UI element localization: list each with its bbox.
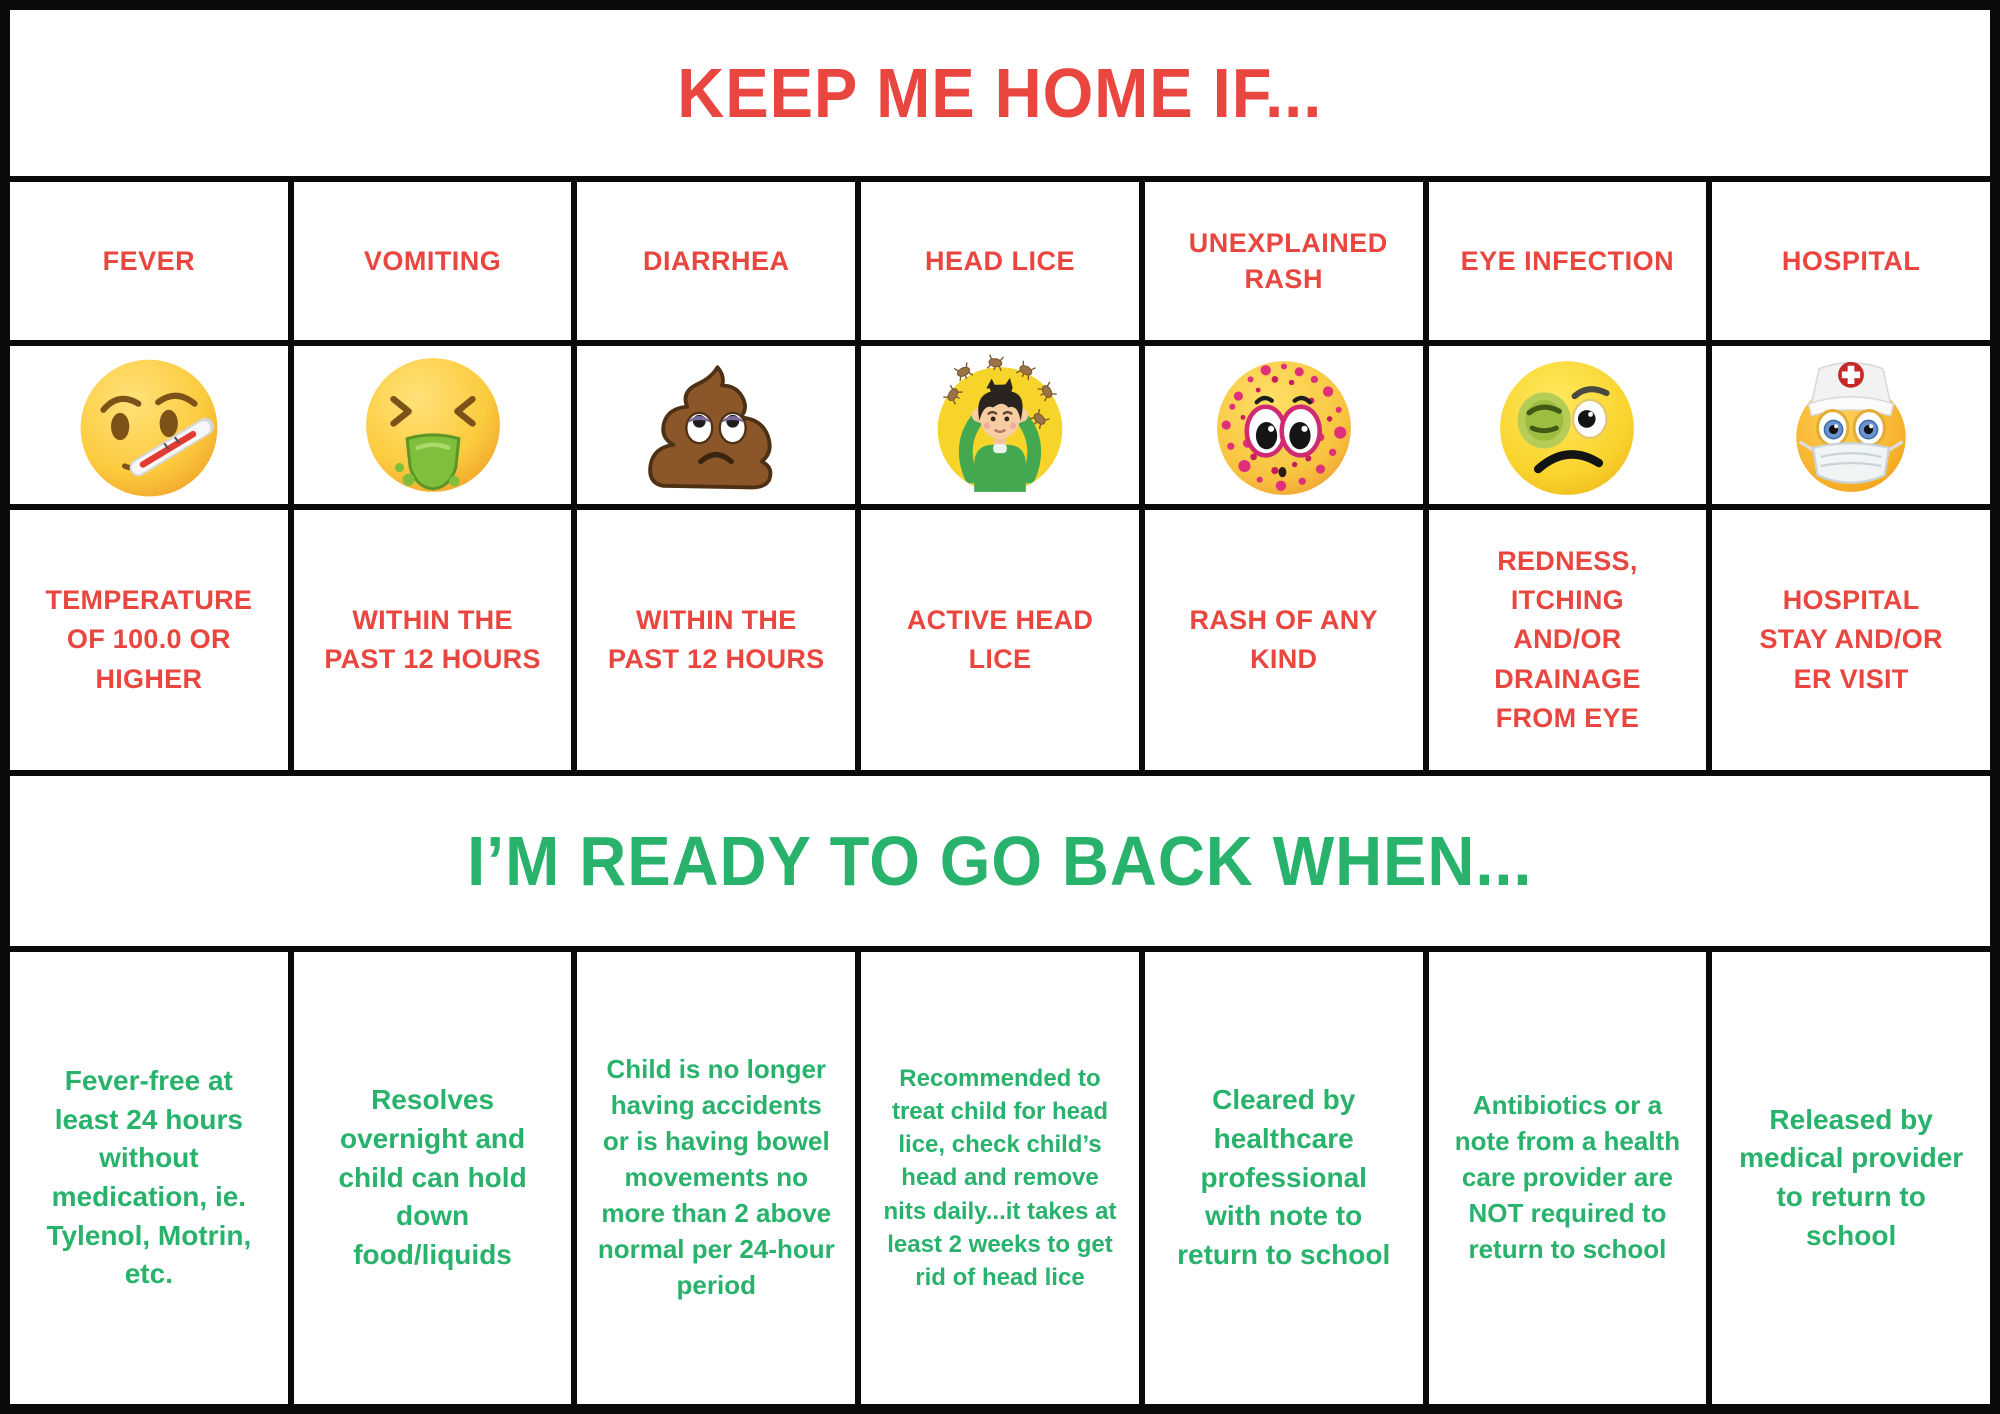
fever-thermometer-emoji-icon (73, 349, 225, 501)
return-section-header (10, 776, 1990, 946)
icon-cell-unexplained-rash (1145, 346, 1423, 504)
header-hospital-label: HOSPITAL (1781, 245, 1921, 276)
child-scratching-head-lice-emoji-icon (924, 349, 1076, 501)
header-head-lice-label: HEAD LICE (924, 245, 1075, 276)
icon-cell-head-lice (861, 346, 1139, 504)
header-head-lice (861, 182, 1139, 340)
icon-cell-eye-infection (1429, 346, 1707, 504)
keep-home-cell-hospital (1712, 510, 1990, 770)
icon-cell-vomiting (294, 346, 572, 504)
return-cell-eye-infection (1429, 952, 1707, 1404)
sad-poop-emoji-icon (640, 349, 792, 501)
nurse-mask-emoji-icon (1775, 349, 1927, 501)
keep-home-unexplained-rash-text: RASH OF ANY KIND (1189, 604, 1378, 674)
return-title: I’M READY TO GO BACK WHEN... (467, 822, 1533, 900)
return-hospital-text: Released by medical provider to return to school (1739, 1103, 1964, 1251)
spotted-rash-face-emoji-icon (1208, 349, 1360, 501)
keep-home-cell-head-lice (861, 510, 1139, 770)
keep-home-hospital-text: HOSPITAL STAY AND/OR ER VISIT (1759, 585, 1943, 694)
return-cell-hospital (1712, 952, 1990, 1404)
swollen-eye-face-emoji-icon (1491, 349, 1643, 501)
return-vomiting-text: Resolves overnight and child can hold down food/liquids (338, 1084, 527, 1270)
return-cell-head-lice (861, 952, 1139, 1404)
keep-home-head-lice-text: ACTIVE HEAD LICE (906, 604, 1094, 674)
icon-cell-fever (10, 346, 288, 504)
icon-cell-hospital (1712, 346, 1990, 504)
icon-cell-diarrhea (577, 346, 855, 504)
header-eye-infection (1429, 182, 1707, 340)
return-unexplained-rash-text: Cleared by healthcare professional with note to return to school (1177, 1084, 1391, 1270)
keep-home-title: KEEP ME HOME IF... (677, 54, 1323, 132)
header-eye-infection-label: EYE INFECTION (1460, 245, 1675, 276)
vomiting-emoji-icon (357, 349, 509, 501)
header-diarrhea (577, 182, 855, 340)
return-fever-text: Fever-free at least 24 hours without medication, ie. Tylenol, Motrin, etc. (46, 1065, 252, 1290)
header-vomiting-label: VOMITING (363, 245, 502, 276)
keep-home-vomiting-text: WITHIN THE PAST 12 HOURS (324, 604, 541, 674)
keep-home-cell-unexplained-rash (1145, 510, 1423, 770)
return-head-lice-text: Recommended to treat child for head lice, check child’s head and remove nits daily...it takes at least 2 weeks to get rid of head lice (883, 1065, 1117, 1291)
return-cell-unexplained-rash (1145, 952, 1423, 1404)
keep-home-cell-eye-infection (1429, 510, 1707, 770)
keep-home-fever-text: TEMPERATURE OF 100.0 OR HIGHER (45, 585, 253, 694)
return-cell-diarrhea (577, 952, 855, 1404)
return-eye-infection-text: Antibiotics or a note from a health care provider are NOT required to return to school (1454, 1090, 1681, 1264)
return-cell-fever (10, 952, 288, 1404)
return-cell-vomiting (294, 952, 572, 1404)
header-diarrhea-label: DIARRHEA (643, 245, 790, 276)
keep-home-cell-vomiting (294, 510, 572, 770)
header-unexplained-rash-label: UNEXPLAINED RASH (1188, 227, 1388, 294)
header-vomiting (294, 182, 572, 340)
header-fever (10, 182, 288, 340)
keep-home-eye-infection-text: REDNESS, ITCHING AND/OR DRAINAGE FROM EYE (1494, 546, 1641, 733)
header-fever-label: FEVER (102, 245, 196, 276)
keep-home-diarrhea-text: WITHIN THE PAST 12 HOURS (608, 604, 825, 674)
return-diarrhea-text: Child is no longer having accidents or is having bowel movements no more than 2 above normal per 24-hour period (597, 1054, 835, 1300)
header-unexplained-rash (1145, 182, 1423, 340)
header-hospital (1712, 182, 1990, 340)
keep-home-cell-diarrhea (577, 510, 855, 770)
keep-home-cell-fever (10, 510, 288, 770)
keep-home-section-header (10, 10, 1990, 176)
